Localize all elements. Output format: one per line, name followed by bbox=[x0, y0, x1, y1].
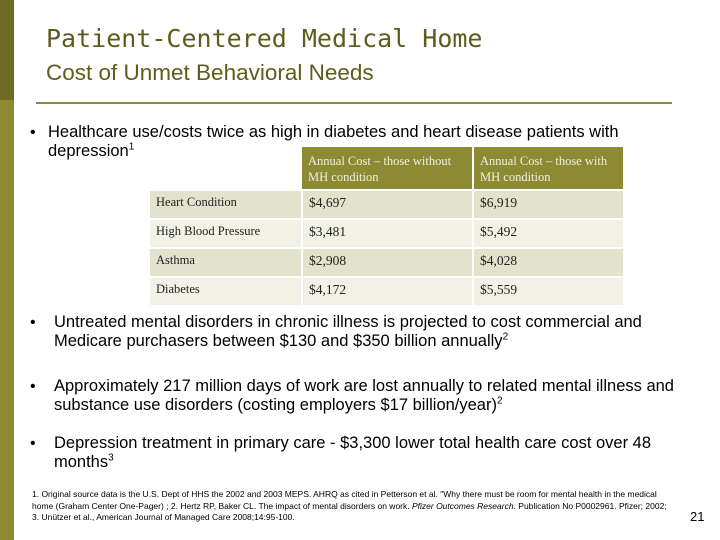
footnote-journal: Pfizer Outcomes Research. bbox=[411, 500, 516, 511]
table-row bbox=[150, 248, 624, 277]
footnote bbox=[32, 489, 672, 524]
table-row bbox=[150, 190, 624, 219]
bullet-3-ref: 2 bbox=[496, 395, 503, 407]
table-header-row bbox=[150, 147, 624, 190]
table-cell-without: $4,697 bbox=[302, 190, 473, 219]
table-cell-condition: Asthma bbox=[150, 248, 302, 277]
bullet-3-text: Approximately 217 million days of work are lost annually to related mental illness and substance use disorders (costing employers $17 billion/year) bbox=[54, 377, 674, 414]
bullet-marker: • bbox=[30, 314, 36, 331]
table-header-blank bbox=[150, 147, 302, 190]
table-cell-without: $4,172 bbox=[302, 277, 473, 305]
bullet-3 bbox=[54, 377, 694, 415]
bullet-marker: • bbox=[30, 378, 36, 395]
table-cell-with: $5,492 bbox=[473, 219, 624, 248]
table-cell-with: $6,919 bbox=[473, 190, 624, 219]
page-number: 21 bbox=[690, 509, 705, 524]
bullet-4 bbox=[54, 434, 699, 472]
table-cell-condition: Diabetes bbox=[150, 277, 302, 305]
bullet-4-ref: 3 bbox=[108, 452, 114, 464]
bullet-1-text: Healthcare use/costs twice as high in diabetes and heart disease patients with depression bbox=[48, 123, 619, 160]
left-accent-bar-top bbox=[0, 0, 14, 100]
table-cell-condition: Heart Condition bbox=[150, 190, 302, 219]
table-cell-condition: High Blood Pressure bbox=[150, 219, 302, 248]
slide-title: Patient-Centered Medical Home bbox=[46, 24, 483, 53]
bullet-marker: • bbox=[30, 435, 36, 452]
footnote-part2: Publication No P0002961. Pfizer; 2002; 3. Unützer et al., American Journal of Managed Care 2008;14:95-100. bbox=[32, 500, 667, 522]
table-cell-without: $2,908 bbox=[302, 248, 473, 277]
bullet-2-ref: 2 bbox=[502, 331, 509, 343]
cost-table bbox=[150, 147, 625, 305]
title-divider bbox=[36, 102, 672, 104]
table-row bbox=[150, 277, 624, 305]
table-cell-with: $5,559 bbox=[473, 277, 624, 305]
bullet-2 bbox=[54, 313, 694, 351]
bullet-marker: • bbox=[30, 124, 36, 141]
bullet-1-ref: 1 bbox=[128, 141, 135, 153]
bullet-4-text: Depression treatment in primary care - $3,300 lower total health care cost over 48 months bbox=[54, 434, 652, 471]
table-header-without-mh: Annual Cost – those without MH condition bbox=[302, 147, 473, 190]
slide-subtitle: Cost of Unmet Behavioral Needs bbox=[46, 60, 374, 85]
table-row bbox=[150, 219, 624, 248]
table-header-with-mh: Annual Cost – those with MH condition bbox=[473, 147, 624, 190]
table-cell-with: $4,028 bbox=[473, 248, 624, 277]
bullet-2-text: Untreated mental disorders in chronic illness is projected to cost commercial and Medicare purchasers between $130 and $350 billion annually bbox=[54, 313, 642, 350]
footnote-part1: 1. Original source data is the U.S. Dept of HHS the 2002 and 2003 MEPS. AHRQ as cited in Petterson et al. "Why there must be room for mental health in the medical home (Graham Center One-Pager) ; 2. Hertz RP, Baker CL. The impact of mental disorders on work. bbox=[32, 489, 657, 511]
table-cell-without: $3,481 bbox=[302, 219, 473, 248]
